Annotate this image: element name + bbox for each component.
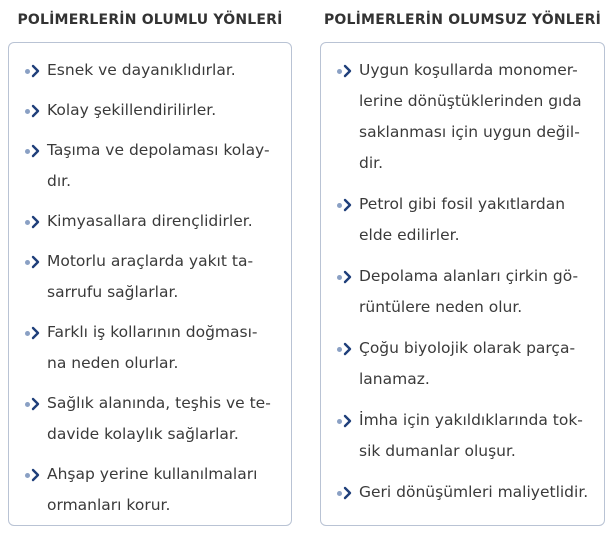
negative-panel [320, 42, 605, 526]
double-chevron-right-icon [329, 477, 359, 508]
double-chevron-right-icon [17, 246, 47, 277]
double-chevron-right-icon [17, 459, 47, 490]
list-item-line: Ahşap yerine kullanılmaları [47, 465, 258, 483]
double-chevron-right-icon [329, 261, 359, 292]
list-item [17, 95, 285, 126]
list-item-line: davide kolaylık sağlarlar. [47, 425, 239, 443]
positive-list [17, 55, 285, 521]
list-item-line: Motorlu araçlarda yakıt ta- [47, 252, 254, 270]
list-item-text [47, 388, 285, 450]
double-chevron-right-icon [329, 405, 359, 436]
list-item-line: Esnek ve dayanıklıdırlar. [47, 61, 236, 79]
list-item-text [47, 95, 285, 126]
list-item [329, 405, 598, 467]
list-item [17, 135, 285, 197]
list-item-text [47, 246, 285, 308]
list-item-text [359, 333, 598, 395]
list-item-line: dır. [47, 172, 72, 190]
list-item-line: saklanması için uygun değil- [359, 123, 580, 141]
list-item-line: Taşıma ve depolaması kolay- [47, 141, 270, 159]
double-chevron-right-icon [329, 189, 359, 220]
double-chevron-right-icon [17, 55, 47, 86]
list-item-line: Uygun koşullarda monomer- [359, 61, 578, 79]
list-item-text [359, 189, 598, 251]
list-item-line: dir. [359, 154, 384, 172]
double-chevron-right-icon [17, 388, 47, 419]
list-item-text [359, 261, 598, 323]
list-item-text [47, 206, 285, 237]
negative-list [329, 55, 598, 508]
list-item-line: elde edilirler. [359, 226, 460, 244]
list-item [17, 206, 285, 237]
list-item [17, 317, 285, 379]
list-item-line: lerine dönüştüklerinden gıda [359, 92, 582, 110]
list-item-line: Kolay şekillendirilirler. [47, 101, 217, 119]
list-item-text [47, 135, 285, 197]
list-item-line: Kimyasallara dirençlidirler. [47, 212, 253, 230]
negative-column [320, 0, 605, 526]
list-item-line: Depolama alanları çirkin gö- [359, 267, 579, 285]
list-item-line: Farklı iş kollarının doğması- [47, 323, 258, 341]
positive-heading: POLİMERLERİN OLUMLU YÖNLERİ [17, 12, 283, 28]
double-chevron-right-icon [17, 135, 47, 166]
double-chevron-right-icon [329, 333, 359, 364]
list-item [329, 55, 598, 179]
list-item [329, 189, 598, 251]
list-item-line: İmha için yakıldıklarında tok- [359, 411, 583, 429]
positive-panel [8, 42, 292, 526]
list-item-line: sarrufu sağlarlar. [47, 283, 179, 301]
list-item [329, 333, 598, 395]
list-item-text [359, 405, 598, 467]
negative-heading: POLİMERLERİN OLUMSUZ YÖNLERİ [323, 12, 602, 28]
positive-column [8, 0, 292, 526]
list-item-line: lanamaz. [359, 370, 430, 388]
list-item-text [359, 477, 598, 508]
list-item-text [359, 55, 598, 179]
list-item-line: rüntülere neden olur. [359, 298, 523, 316]
double-chevron-right-icon [17, 95, 47, 126]
list-item-line: Petrol gibi fosil yakıtlardan [359, 195, 566, 213]
list-item [17, 459, 285, 521]
list-item-line: ormanları korur. [47, 496, 171, 514]
list-item-text [47, 459, 285, 521]
list-item-text [47, 55, 285, 86]
list-item-line: Sağlık alanında, teşhis ve te- [47, 394, 271, 412]
list-item-line: na neden olurlar. [47, 354, 179, 372]
list-item [17, 388, 285, 450]
list-item [329, 261, 598, 323]
list-item [17, 55, 285, 86]
double-chevron-right-icon [17, 206, 47, 237]
list-item-line: Çoğu biyolojik olarak parça- [359, 339, 576, 357]
list-item [17, 246, 285, 308]
list-item-line: Geri dönüşümleri maliyetlidir. [359, 483, 589, 501]
list-item-text [47, 317, 285, 379]
list-item [329, 477, 598, 508]
list-item-line: sik dumanlar oluşur. [359, 442, 516, 460]
double-chevron-right-icon [17, 317, 47, 348]
double-chevron-right-icon [329, 55, 359, 86]
